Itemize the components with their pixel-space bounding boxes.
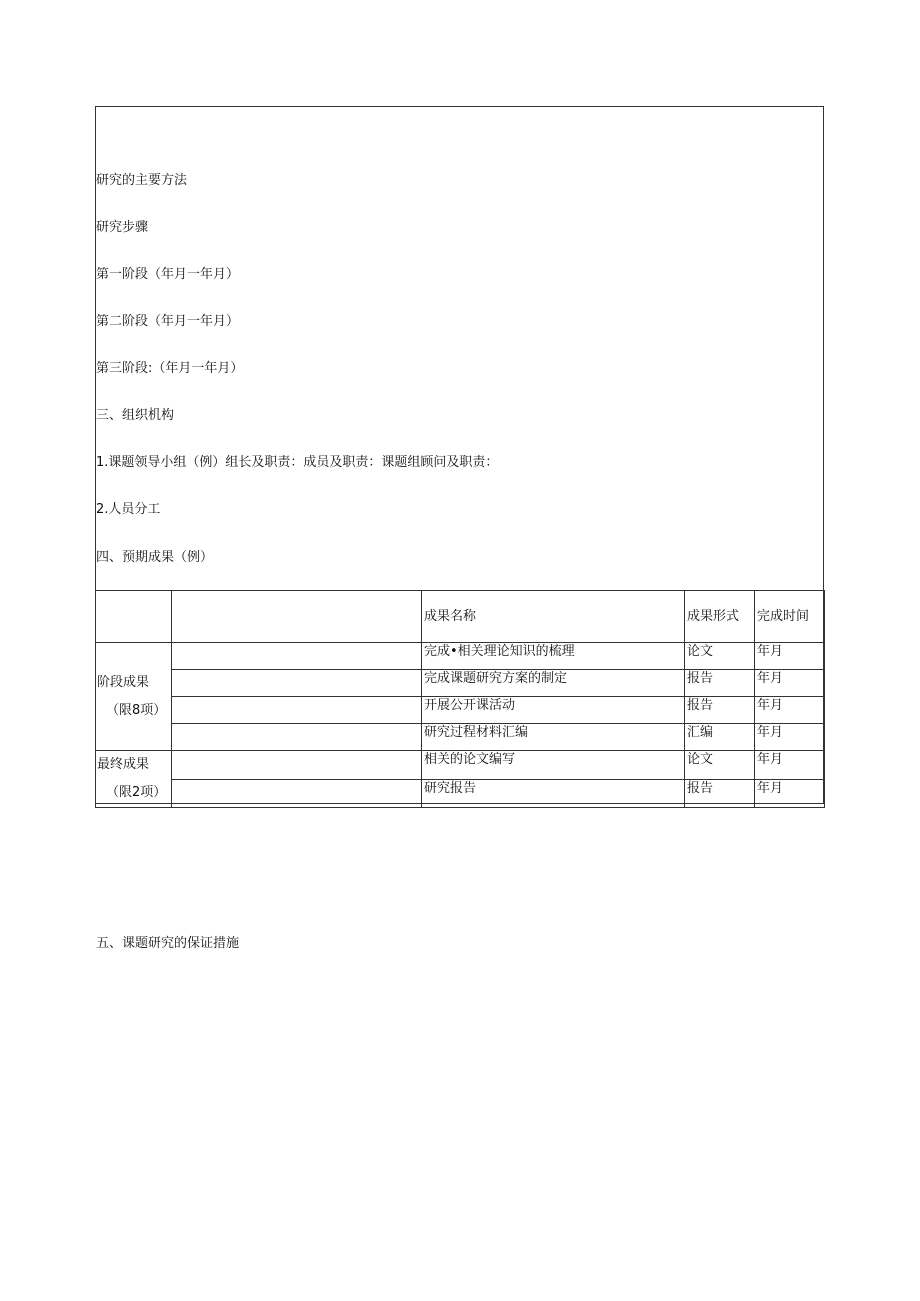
blank-cell: [172, 670, 422, 697]
stage-results-cell: [96, 643, 172, 751]
steps-heading: 研究步骤: [96, 220, 149, 235]
final-results-limit: （限2项）: [106, 785, 167, 800]
expected-results-heading: 四、预期成果（例）: [96, 550, 214, 565]
guarantee-measures-heading: 五、课题研究的保证措施: [96, 936, 240, 951]
methods-heading: 研究的主要方法: [96, 173, 188, 188]
stage-two-line: 第二阶段（年月一年月）: [96, 314, 240, 329]
header-form: 成果形式: [685, 591, 755, 643]
table-row: [96, 697, 825, 724]
result-name: 完成课题研究方案的制定: [422, 670, 685, 697]
stage-results-label: 阶段成果: [97, 674, 150, 690]
blank-cell: [172, 643, 422, 670]
final-results-cell: [96, 751, 172, 808]
result-name: 研究报告: [422, 779, 685, 808]
header-name: 成果名称: [422, 591, 685, 643]
blank-cell: [172, 751, 422, 780]
result-form: 报告: [685, 779, 755, 808]
table-row: [96, 643, 825, 670]
table-row: [96, 751, 825, 780]
blank-cell: [172, 779, 422, 808]
leadership-line: 1.课题领导小组（例）组长及职责：成员及职责：课题组顾问及职责：: [96, 455, 499, 470]
result-time: 年月: [755, 724, 825, 751]
header-blank-cell: [96, 591, 172, 643]
result-form: 论文: [685, 751, 755, 780]
header-time: 完成时间: [755, 591, 825, 643]
table-row: [96, 779, 825, 808]
table-header-row: [96, 591, 825, 643]
staff-division-line: 2.人员分工: [96, 502, 161, 517]
result-name: 完成•相关理论知识的梳理: [422, 643, 685, 670]
result-form: 报告: [685, 697, 755, 724]
stage-one-line: 第一阶段（年月一年月）: [96, 267, 240, 282]
final-results-label: 最终成果: [97, 757, 150, 772]
blank-cell: [172, 697, 422, 724]
organization-heading: 三、组织机构: [96, 408, 175, 423]
results-table: [95, 590, 825, 808]
blank-cell: [172, 724, 422, 751]
result-form: 报告: [685, 670, 755, 697]
stage-three-line: 第三阶段:（年月一年月）: [96, 361, 244, 376]
stage-results-limit: （限8项）: [106, 702, 167, 718]
result-form: 汇编: [685, 724, 755, 751]
table-row: [96, 724, 825, 751]
result-time: 年月: [755, 751, 825, 780]
table-row: [96, 670, 825, 697]
result-name: 开展公开课活动: [422, 697, 685, 724]
result-time: 年月: [755, 643, 825, 670]
header-blank-cell: [172, 591, 422, 643]
result-time: 年月: [755, 779, 825, 808]
result-time: 年月: [755, 670, 825, 697]
result-name: 研究过程材料汇编: [422, 724, 685, 751]
result-form: 论文: [685, 643, 755, 670]
result-name: 相关的论文编写: [422, 751, 685, 780]
result-time: 年月: [755, 697, 825, 724]
